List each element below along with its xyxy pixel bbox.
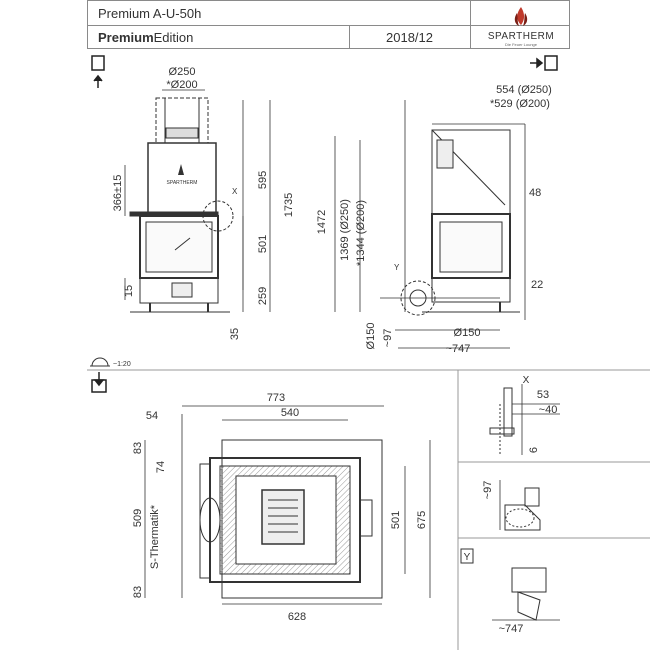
front-view (125, 90, 270, 312)
dim-1735: 1735 (283, 192, 295, 218)
front-view-indicator (92, 56, 104, 88)
dim-97: ~97 (382, 328, 394, 348)
dim-53: 53 (536, 389, 550, 401)
dim-773: 773 (266, 392, 286, 404)
dim-15: 15 (123, 284, 135, 298)
brand-tagline: Die Feuer Lounge (504, 42, 538, 47)
dim-501-plan: 501 (390, 510, 402, 530)
dim-554: 554 (Ø250) (496, 84, 552, 96)
dim-22: 22 (531, 279, 544, 291)
detail-y-dim-747: ~747 (498, 623, 524, 635)
front-brand-mark: SPARTHERM (166, 180, 198, 186)
dim-6: 6 (528, 446, 540, 454)
dim-150-horizontal: Ø150 (453, 327, 481, 339)
dim-1344: *1344 (Ø200) (355, 199, 367, 267)
dim-259: 259 (257, 286, 269, 306)
dim-1369: 1369 (Ø250) (339, 199, 351, 261)
scale-label: ~1:20 (113, 361, 131, 368)
detail-x-label: X (522, 375, 530, 386)
dim-35: 35 (229, 327, 241, 341)
dim-74: 74 (155, 460, 167, 474)
dim-83-bottom: 83 (132, 585, 144, 599)
dim-54: 54 (145, 410, 159, 422)
dim-540: 540 (280, 407, 300, 419)
plan-view (145, 406, 430, 604)
detail-middle-view (500, 480, 540, 530)
dim-595: 595 (257, 170, 269, 190)
s-thermatik-label: S-Thermatik* (149, 504, 161, 570)
edition-rest: Edition (153, 29, 194, 45)
dim-529: *529 (Ø200) (490, 98, 550, 110)
dim-501: 501 (257, 234, 269, 254)
dim-366: 366±15 (112, 174, 124, 212)
front-flue-inner: *Ø200 (166, 79, 198, 91)
edition-bold: Premium (98, 29, 154, 45)
brand-name: SPARTHERM (487, 31, 555, 42)
dim-509: 509 (132, 508, 144, 528)
detail-y-label: Y (463, 552, 471, 563)
detail-y-marker: Y (394, 263, 400, 272)
dim-150-vertical: Ø150 (365, 322, 377, 350)
detail-middle-dim-97: ~97 (482, 480, 494, 500)
front-flue-outer: Ø250 (168, 66, 196, 78)
detail-x-view (490, 384, 560, 456)
dim-40: ~40 (538, 404, 558, 416)
dim-83-top: 83 (132, 441, 144, 455)
dim-628: 628 (287, 611, 307, 623)
plan-view-indicator (92, 372, 106, 392)
side-view-indicator (530, 56, 557, 70)
dim-1472: 1472 (316, 209, 328, 235)
dim-48: 48 (529, 187, 542, 199)
dim-747: ~747 (445, 343, 471, 355)
detail-y-view (461, 549, 560, 620)
revision-date: 2018/12 (386, 29, 433, 45)
scale-icon (90, 358, 110, 366)
front-view-flame-icon (178, 164, 184, 175)
dim-675: 675 (416, 510, 428, 530)
detail-x-marker: X (232, 187, 238, 196)
model-name: Premium A-U-50h (98, 5, 202, 21)
